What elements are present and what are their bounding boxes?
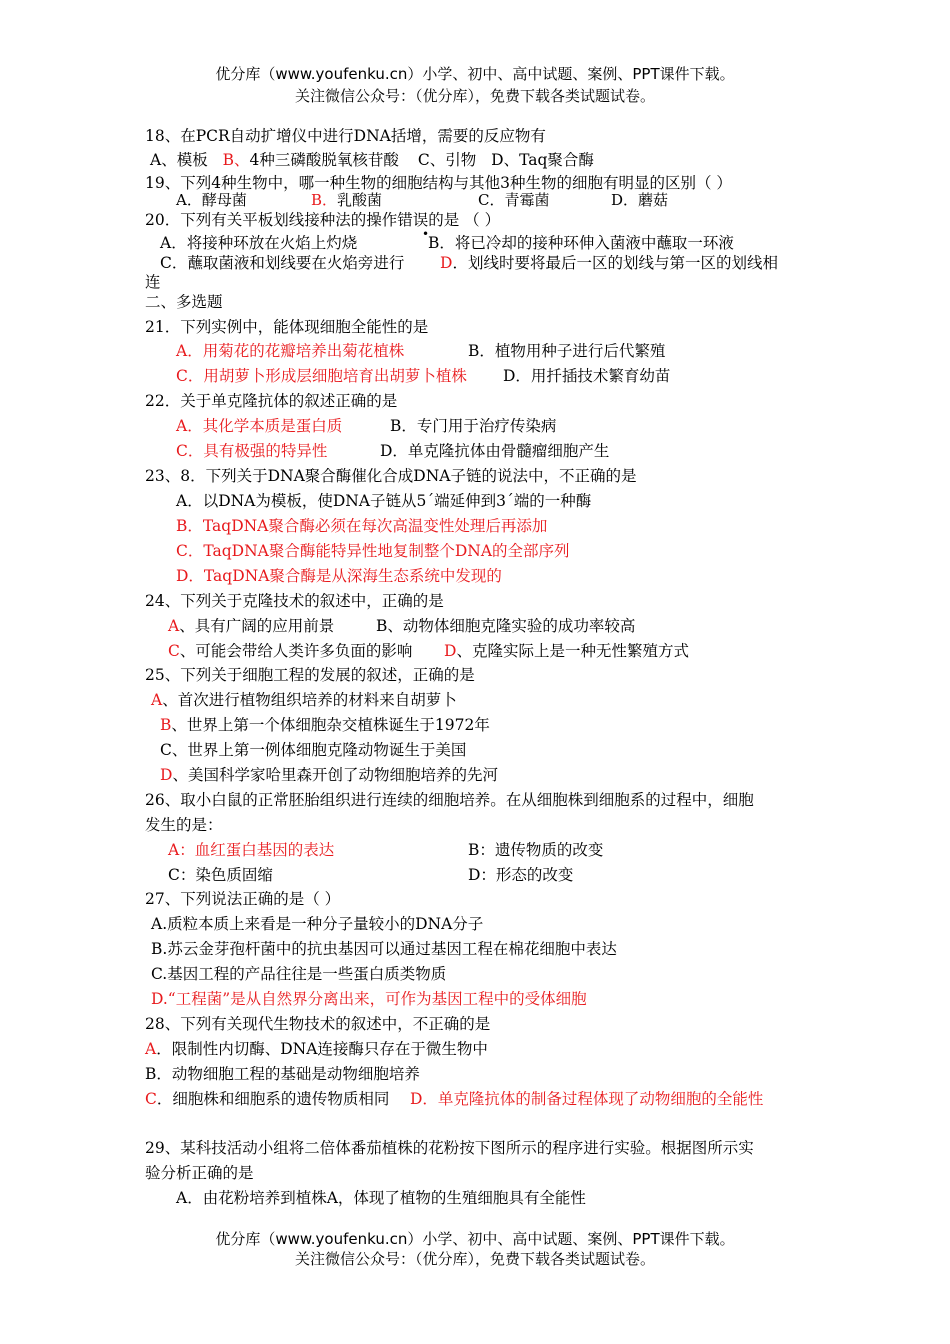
q24-option-c (168, 640, 412, 662)
q26-option-d: D：形态的改变 (468, 866, 574, 884)
q29-stem-line-1: 29、某科技活动小组将二倍体番茄植株的花粉按下图所示的程序进行实验。根据图所示实 (145, 1139, 754, 1157)
q26-stem-line-1: 26、取小白鼠的正常胚胎组织进行连续的细胞培养。在从细胞株到细胞系的过程中，细胞 (145, 791, 754, 809)
q28-option-d: D．单克隆抗体的制备过程体现了动物细胞的全能性 (410, 1090, 764, 1108)
q26-stem-line-2: 发生的是： (145, 816, 223, 834)
q19-option-d: D．蘑菇 (611, 191, 669, 209)
footer-line-1: 优分库（www.youfenku.cn）小学、初中、高中试题、案例、PPT课件下载。 (215, 1230, 735, 1248)
q25-option-b-letter: B (160, 716, 172, 734)
q28-option-b: B．动物细胞工程的基础是动物细胞培养 (145, 1065, 420, 1083)
q29-stem-line-2: 验分析正确的是 (145, 1164, 254, 1182)
q21-option-a: A．用菊花的花瓣培养出菊花植株 (176, 342, 405, 360)
q18-options (150, 149, 594, 171)
q19-option-b (311, 190, 382, 210)
q20-option-b: B．将已冷却的接种环伸入菌液中蘸取一环液 (428, 234, 734, 252)
q21-stem: 21．下列实例中，能体现细胞全能性的是 (145, 318, 429, 336)
q18-option-a: A、模板 (150, 151, 208, 169)
header-line-1: 优分库（www.youfenku.cn）小学、初中、高中试题、案例、PPT课件下载。 (215, 65, 735, 83)
q26-option-c: C：染色质固缩 (168, 866, 273, 884)
q19-option-c: C．青霉菌 (478, 191, 550, 209)
q25-stem: 25、下列关于细胞工程的发展的叙述，正确的是 (145, 666, 475, 684)
q22-stem: 22．关于单克隆抗体的叙述正确的是 (145, 392, 398, 410)
q18-option-c: C、引物 (417, 151, 477, 169)
q25-option-b-text: 、世界上第一个体细胞杂交植株诞生于1972年 (171, 716, 490, 734)
q27-option-d: D.“工程菌”是从自然界分离出来，可作为基因工程中的受体细胞 (151, 990, 587, 1008)
q18-option-b-text: 4种三磷酸脱氧核苷酸 (249, 151, 399, 169)
q24-option-d-letter: D (444, 642, 457, 660)
q23-option-c: C．TaqDNA聚合酶能特异性地复制整个DNA的全部序列 (176, 542, 570, 560)
q24-option-b: B、动物体细胞克隆实验的成功率较高 (376, 617, 636, 635)
q20-stem: 20．下列有关平板划线接种法的操作错误的是 （ ） (145, 211, 501, 229)
q24-stem: 24、下列关于克隆技术的叙述中，正确的是 (145, 592, 444, 610)
q19-stem: 19、下列4种生物中，哪一种生物的细胞结构与其他3种生物的细胞有明显的区别（ ） (145, 174, 732, 192)
footer-line-2: 关注微信公众号：（优分库），免费下载各类试题试卷。 (294, 1250, 655, 1268)
q18-stem: 18、在PCR自动扩增仪中进行DNA括增，需要的反应物有 (145, 127, 546, 145)
q25-option-d (160, 764, 498, 786)
q24-option-d-text: 、克隆实际上是一种无性繁殖方式 (456, 642, 689, 660)
q24-option-c-text: 、可能会带给人类许多负面的影响 (179, 642, 413, 660)
q21-option-d: D．用扦插技术繁育幼苗 (503, 367, 671, 385)
q26-option-b: B：遗传物质的改变 (468, 841, 604, 859)
q20-option-d-letter: D (440, 254, 453, 272)
q24-option-a (168, 615, 334, 637)
q28-option-a-letter: A (145, 1040, 157, 1058)
q27-option-a: A.质粒本质上来看是一种分子量较小的DNA分子 (151, 915, 484, 933)
q26-option-a: A：血红蛋白基因的表达 (168, 841, 335, 859)
q28-option-c-letter: C (145, 1090, 157, 1108)
q27-option-c: C.基因工程的产品往往是一些蛋白质类物质 (151, 965, 447, 983)
q24-option-c-letter: C (168, 642, 180, 660)
q25-option-d-letter: D (160, 766, 173, 784)
q27-stem: 27、下列说法正确的是（ ） (145, 890, 341, 908)
q25-option-b (160, 714, 490, 736)
q20-continuation: 连 (145, 273, 161, 291)
header-line-2: 关注微信公众号：（优分库），免费下载各类试题试卷。 (294, 87, 655, 105)
q24-option-d (444, 640, 689, 662)
q25-option-a-letter: A (151, 691, 163, 709)
q20-option-d (440, 252, 778, 274)
q28-option-a (145, 1038, 488, 1060)
q25-option-a (151, 689, 457, 711)
q20-option-d-text: ．划线时要将最后一区的划线与第一区的划线相 (452, 254, 778, 272)
q29-option-a: A．由花粉培养到植株A，体现了植物的生殖细胞具有全能性 (176, 1189, 586, 1207)
q20-option-a: A．将接种环放在火焰上灼烧 (160, 234, 358, 252)
q23-option-b: B．TaqDNA聚合酶必须在每次高温变性处理后再添加 (176, 517, 548, 535)
q27-option-b: B.苏云金芽孢杆菌中的抗虫基因可以通过基因工程在棉花细胞中表达 (151, 940, 617, 958)
q24-option-a-text: 、具有广阔的应用前景 (179, 617, 335, 635)
q18-option-d: D、Taq聚合酶 (491, 151, 594, 169)
q22-option-d: D．单克隆抗体由骨髓瘤细胞产生 (380, 442, 610, 460)
q25-option-d-text: 、美国科学家哈里森开创了动物细胞培养的先河 (172, 766, 498, 784)
q23-option-d: D．TaqDNA聚合酶是从深海生态系统中发现的 (176, 567, 502, 585)
q25-option-a-text: 、首次进行植物组织培养的材料来自胡萝卜 (162, 691, 457, 709)
q25-option-c: C、世界上第一例体细胞克隆动物诞生于美国 (160, 741, 467, 759)
q28-option-c-text: ．细胞株和细胞系的遗传物质相同 (156, 1090, 390, 1108)
q21-option-c: C．用胡萝卜形成层细胞培育出胡萝卜植株 (176, 367, 467, 385)
q19-option-b-letter: B． (311, 191, 338, 209)
q23-stem: 23、8．下列关于DNA聚合酶催化合成DNA子链的说法中，不正确的是 (145, 467, 637, 485)
q20-option-c: C．蘸取菌液和划线要在火焰旁进行 (160, 254, 405, 272)
q22-option-c: C．具有极强的特异性 (176, 442, 328, 460)
q19-option-a: A．酵母菌 (176, 191, 247, 209)
q18-option-b-letter: B、 (222, 151, 250, 169)
q24-option-a-letter: A (168, 617, 180, 635)
q28-stem: 28、下列有关现代生物技术的叙述中，不正确的是 (145, 1015, 491, 1033)
q22-option-a: A．其化学本质是蛋白质 (176, 417, 343, 435)
q23-option-a: A．以DNA为模板，使DNA子链从5ˊ端延伸到3ˊ端的一种酶 (176, 492, 592, 510)
q22-option-b: B．专门用于治疗传染病 (390, 417, 557, 435)
emphasis-dot: • (422, 227, 430, 241)
section-title: 二、多选题 (145, 293, 223, 311)
q19-option-b-text: 乳酸菌 (337, 191, 383, 209)
q28-option-c (145, 1088, 389, 1110)
q21-option-b: B．植物用种子进行后代繁殖 (468, 342, 666, 360)
q28-option-a-text: ．限制性内切酶、DNA连接酶只存在于微生物中 (156, 1040, 488, 1058)
